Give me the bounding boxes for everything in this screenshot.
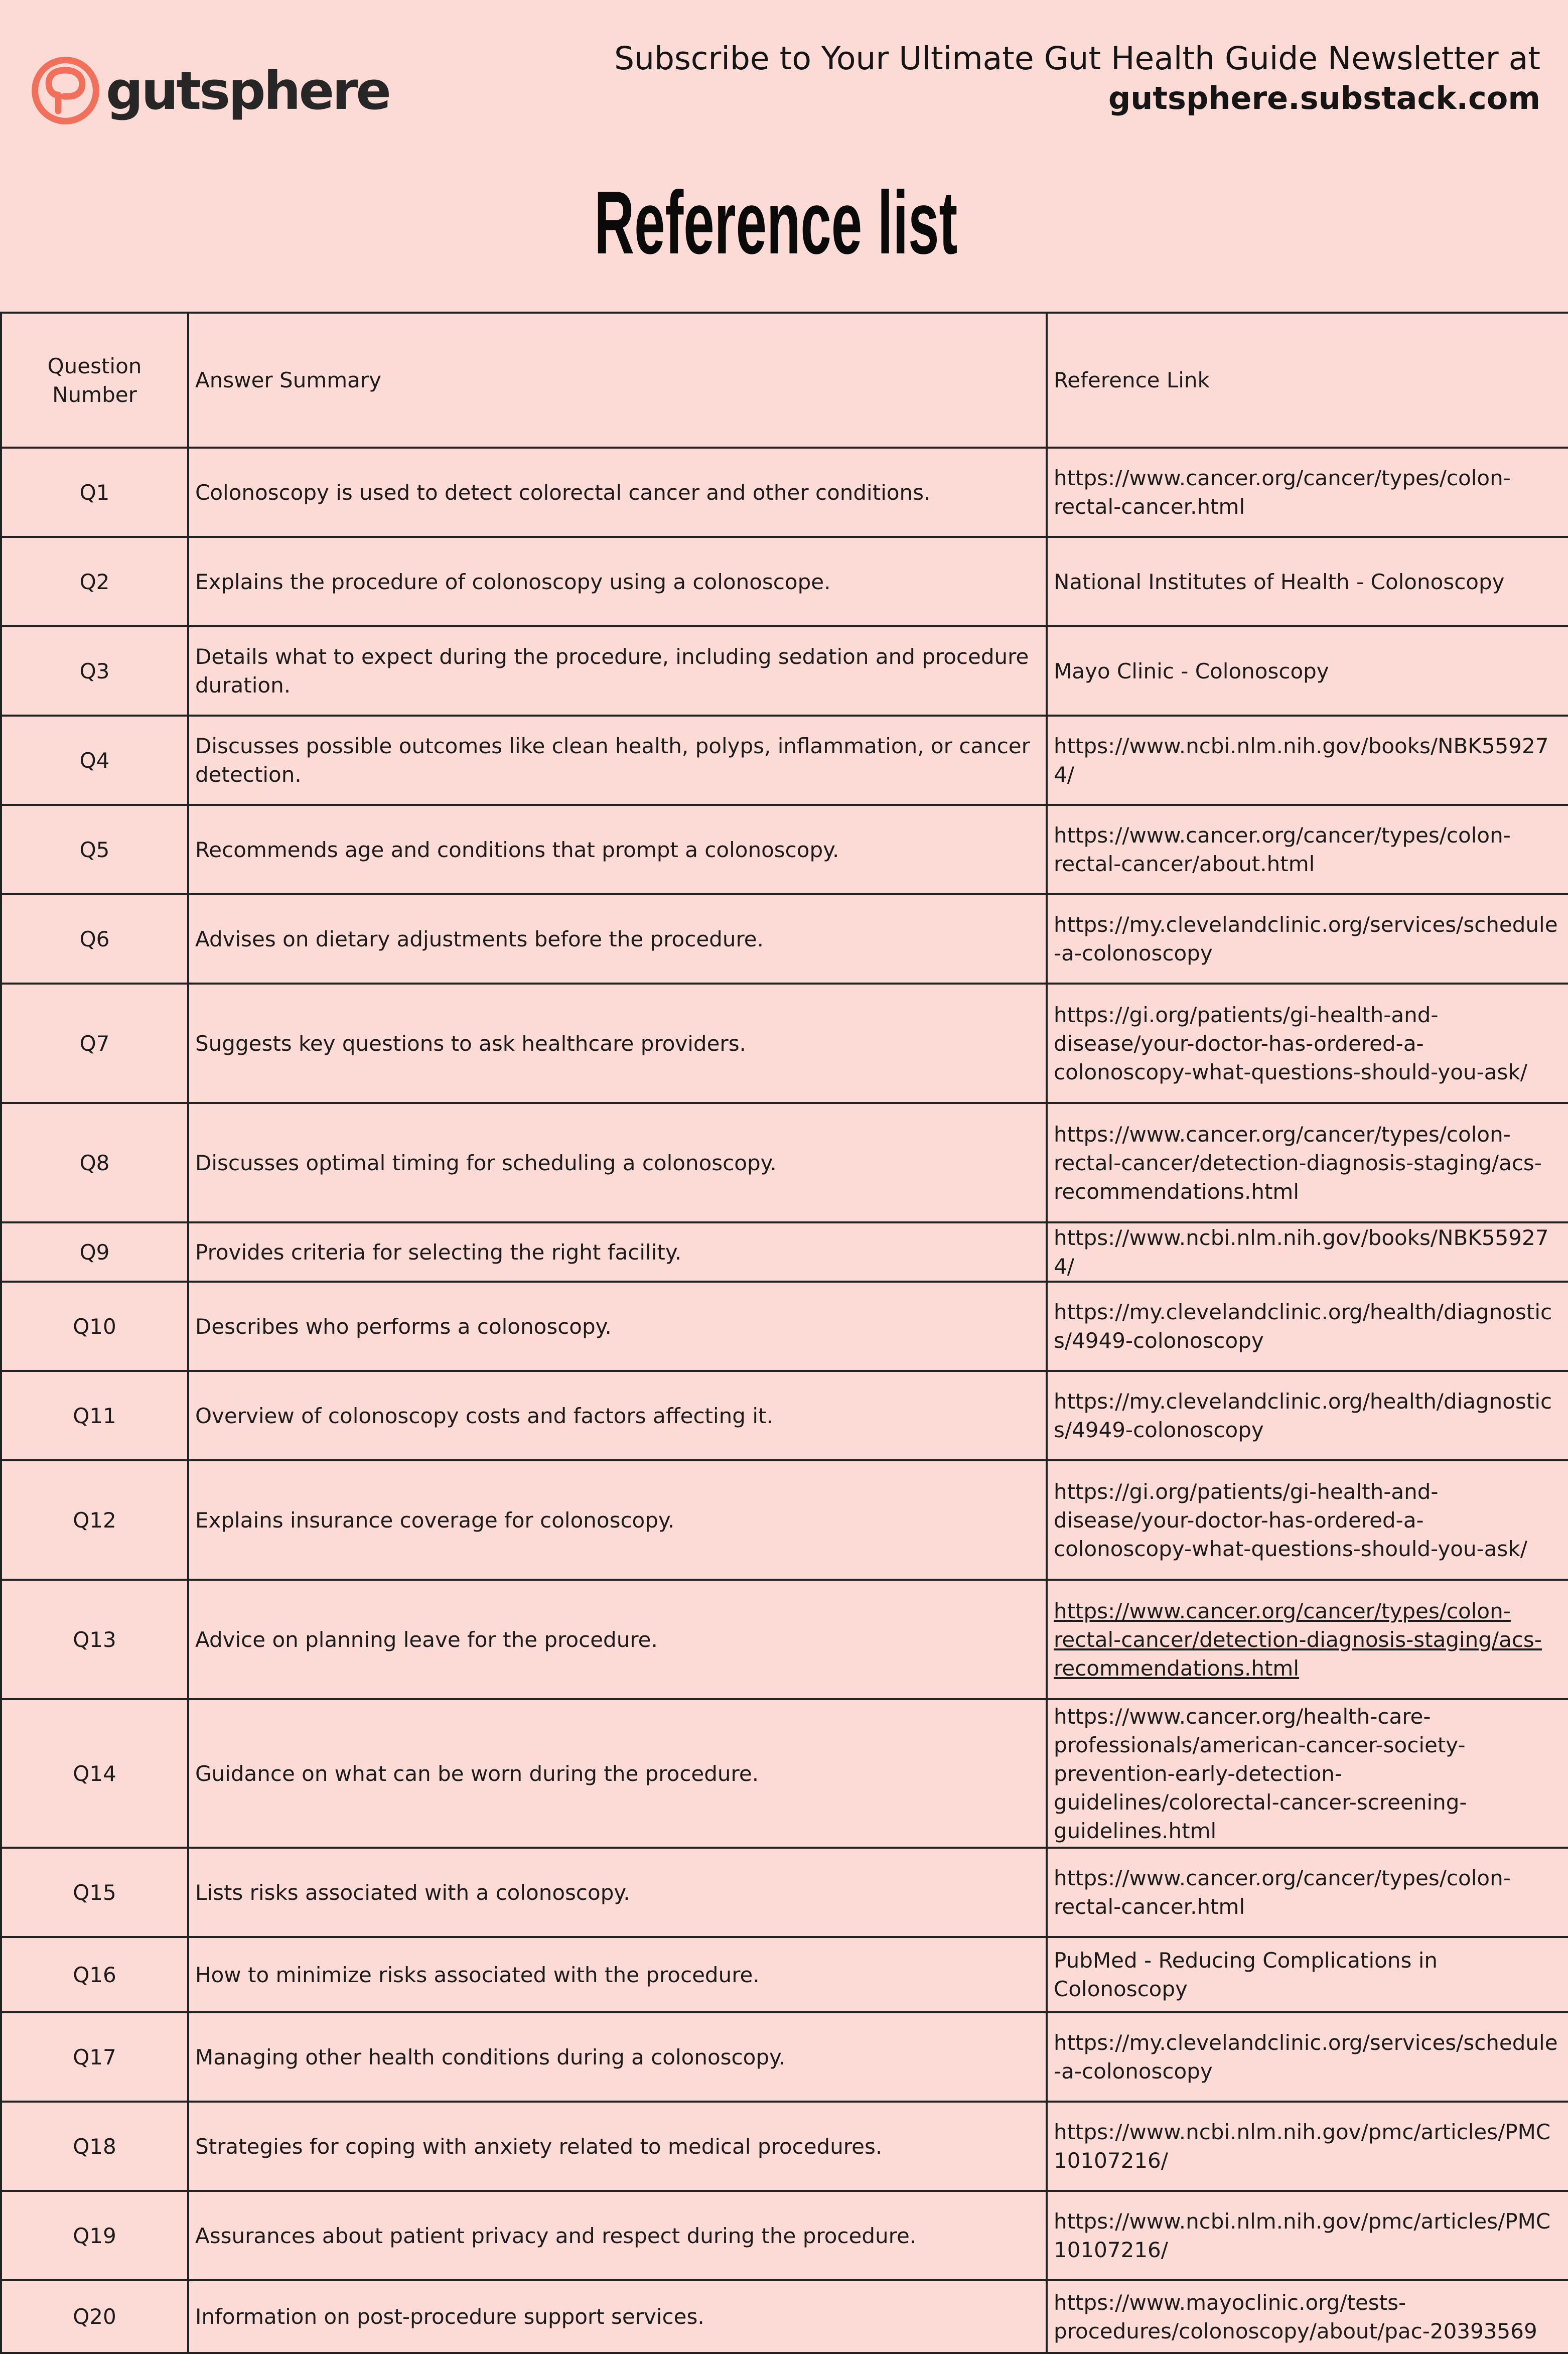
reference-link-cell[interactable]: https://gi.org/patients/gi-health-and-disease/your-doctor-has-ordered-a-colonoscopy-what-questions-should-you-ask/ (1047, 1460, 1568, 1580)
table-row (1, 537, 1568, 626)
brand-logo (29, 54, 389, 127)
answer-summary-cell: Recommends age and conditions that prompt a colonoscopy. (188, 805, 1047, 894)
newsletter-link[interactable]: gutsphere.substack.com (1108, 79, 1540, 116)
answer-summary-cell: Discusses possible outcomes like clean health, polyps, inflammation, or cancer detection. (188, 716, 1047, 805)
reference-link-cell[interactable]: https://www.mayoclinic.org/tests-procedures/colonoscopy/about/pac-20393569 (1047, 2280, 1568, 2353)
answer-summary-cell: Describes who performs a colonoscopy. (188, 1282, 1047, 1371)
table-row (1, 894, 1568, 984)
answer-summary-cell: Strategies for coping with anxiety related to medical procedures. (188, 2102, 1047, 2191)
answer-summary-cell: Provides criteria for selecting the right facility. (188, 1222, 1047, 1282)
table-row (1, 2012, 1568, 2102)
reference-link-cell[interactable]: https://www.ncbi.nlm.nih.gov/pmc/articles/PMC10107216/ (1047, 2102, 1568, 2191)
table-row (1, 1460, 1568, 1580)
brand-name: gutsphere (106, 60, 389, 121)
column-header-answer-summary: Answer Summary (188, 313, 1047, 448)
answer-summary-cell: Information on post-procedure support services. (188, 2280, 1047, 2353)
question-number-cell: Q16 (1, 1937, 188, 2012)
reference-link-cell[interactable]: https://www.cancer.org/cancer/types/colon-rectal-cancer/detection-diagnosis-staging/acs-recommendations.html (1047, 1103, 1568, 1222)
page-title: Reference list (594, 173, 958, 272)
answer-summary-cell: Managing other health conditions during a colonoscopy. (188, 2012, 1047, 2102)
reference-link-cell[interactable]: https://my.clevelandclinic.org/health/diagnostics/4949-colonoscopy (1047, 1371, 1568, 1460)
table-row (1, 1580, 1568, 1699)
table-row (1, 1222, 1568, 1282)
answer-summary-cell: Lists risks associated with a colonoscopy. (188, 1848, 1047, 1937)
subscribe-banner (614, 39, 1540, 117)
question-number-cell: Q15 (1, 1848, 188, 1937)
question-number-cell: Q20 (1, 2280, 188, 2353)
answer-summary-cell: Overview of colonoscopy costs and factors affecting it. (188, 1371, 1047, 1460)
table-row (1, 1371, 1568, 1460)
reference-link-cell[interactable]: https://my.clevelandclinic.org/services/schedule-a-colonoscopy (1047, 2012, 1568, 2102)
table-row (1, 1103, 1568, 1222)
question-number-cell: Q18 (1, 2102, 188, 2191)
question-number-cell: Q13 (1, 1580, 188, 1699)
answer-summary-cell: Guidance on what can be worn during the procedure. (188, 1699, 1047, 1848)
question-number-cell: Q2 (1, 537, 188, 626)
table-header-row (1, 313, 1568, 448)
reference-link-cell[interactable]: https://www.ncbi.nlm.nih.gov/books/NBK559274/ (1047, 716, 1568, 805)
subscribe-text: Subscribe to Your Ultimate Gut Health Guide Newsletter at (614, 40, 1540, 77)
question-number-cell: Q4 (1, 716, 188, 805)
reference-link-cell[interactable]: National Institutes of Health - Colonoscopy (1047, 537, 1568, 626)
question-number-cell: Q19 (1, 2191, 188, 2280)
reference-link-cell[interactable]: Mayo Clinic - Colonoscopy (1047, 626, 1568, 716)
question-number-cell: Q12 (1, 1460, 188, 1580)
question-number-cell: Q9 (1, 1222, 188, 1282)
answer-summary-cell: Explains insurance coverage for colonoscopy. (188, 1460, 1047, 1580)
reference-link-cell[interactable]: https://my.clevelandclinic.org/health/diagnostics/4949-colonoscopy (1047, 1282, 1568, 1371)
column-header-reference-link: Reference Link (1047, 313, 1568, 448)
table-row (1, 805, 1568, 894)
answer-summary-cell: Details what to expect during the procedure, including sedation and procedure duration. (188, 626, 1047, 716)
table-row (1, 2280, 1568, 2353)
question-number-cell: Q10 (1, 1282, 188, 1371)
gutsphere-logo-icon (29, 54, 102, 127)
reference-link-cell[interactable]: https://www.cancer.org/cancer/types/colon-rectal-cancer.html (1047, 1848, 1568, 1937)
table-row (1, 626, 1568, 716)
reference-link-cell[interactable]: https://gi.org/patients/gi-health-and-disease/your-doctor-has-ordered-a-colonoscopy-what-questions-should-you-ask/ (1047, 984, 1568, 1103)
table-row (1, 1282, 1568, 1371)
answer-summary-cell: Advice on planning leave for the procedure. (188, 1580, 1047, 1699)
reference-table (0, 312, 1568, 2354)
reference-link-cell[interactable]: https://www.ncbi.nlm.nih.gov/books/NBK559274/ (1047, 1222, 1568, 1282)
reference-link-cell[interactable]: https://www.cancer.org/cancer/types/colon-rectal-cancer.html (1047, 448, 1568, 537)
question-number-cell: Q11 (1, 1371, 188, 1460)
question-number-cell: Q3 (1, 626, 188, 716)
question-number-cell: Q8 (1, 1103, 188, 1222)
column-header-question-number: Question Number (1, 313, 188, 448)
table-row (1, 1848, 1568, 1937)
question-number-cell: Q7 (1, 984, 188, 1103)
answer-summary-cell: Explains the procedure of colonoscopy using a colonoscope. (188, 537, 1047, 626)
reference-link-cell[interactable]: https://www.cancer.org/health-care-professionals/american-cancer-society-prevention-early-detection-guidelines/colorectal-cancer-screening-guidelines.html (1047, 1699, 1568, 1848)
table-row (1, 2191, 1568, 2280)
table-row (1, 1699, 1568, 1848)
reference-link-cell[interactable]: PubMed - Reducing Complications in Colonoscopy (1047, 1937, 1568, 2012)
answer-summary-cell: Colonoscopy is used to detect colorectal cancer and other conditions. (188, 448, 1047, 537)
reference-link-cell[interactable]: https://www.ncbi.nlm.nih.gov/pmc/articles/PMC10107216/ (1047, 2191, 1568, 2280)
answer-summary-cell: Assurances about patient privacy and respect during the procedure. (188, 2191, 1047, 2280)
reference-link-cell[interactable]: https://www.cancer.org/cancer/types/colon-rectal-cancer/detection-diagnosis-staging/acs-recommendations.html (1047, 1580, 1568, 1699)
table-row (1, 448, 1568, 537)
table-row (1, 984, 1568, 1103)
table-row (1, 2102, 1568, 2191)
question-number-cell: Q1 (1, 448, 188, 537)
answer-summary-cell: Discusses optimal timing for scheduling a colonoscopy. (188, 1103, 1047, 1222)
answer-summary-cell: How to minimize risks associated with the procedure. (188, 1937, 1047, 2012)
question-number-cell: Q5 (1, 805, 188, 894)
question-number-cell: Q6 (1, 894, 188, 984)
question-number-cell: Q17 (1, 2012, 188, 2102)
answer-summary-cell: Suggests key questions to ask healthcare providers. (188, 984, 1047, 1103)
reference-link-cell[interactable]: https://my.clevelandclinic.org/services/schedule-a-colonoscopy (1047, 894, 1568, 984)
table-body (1, 448, 1568, 2353)
table-row (1, 1937, 1568, 2012)
answer-summary-cell: Advises on dietary adjustments before the procedure. (188, 894, 1047, 984)
question-number-cell: Q14 (1, 1699, 188, 1848)
table-row (1, 716, 1568, 805)
reference-link-cell[interactable]: https://www.cancer.org/cancer/types/colon-rectal-cancer/about.html (1047, 805, 1568, 894)
